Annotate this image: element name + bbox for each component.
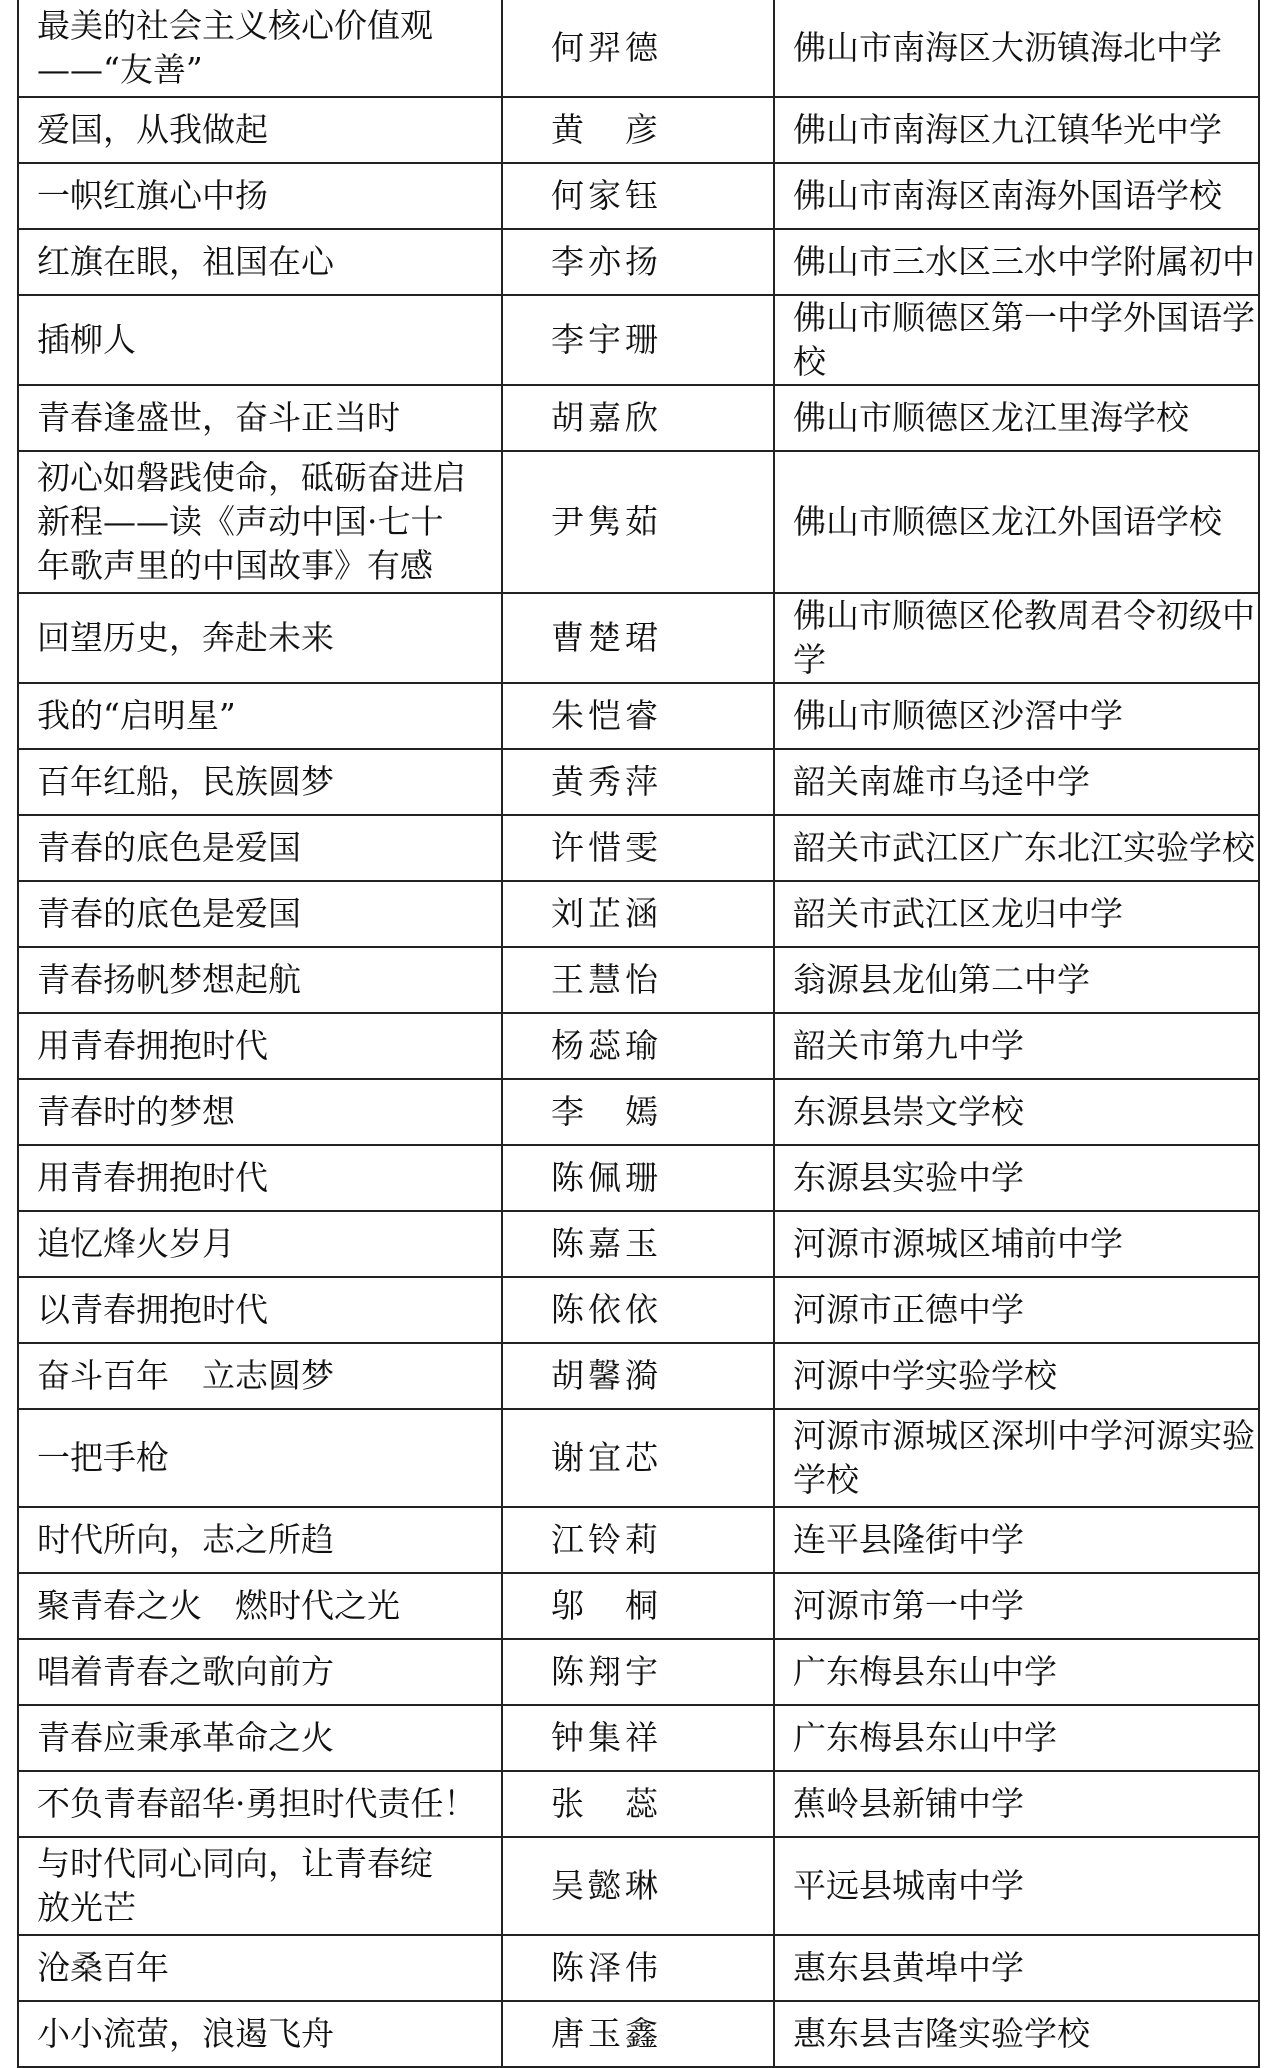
entry-title-cell: 插柳人 [18, 295, 502, 385]
entry-title-cell: 用青春拥抱时代 [18, 1013, 502, 1079]
author-name-cell: 陈佩珊 [502, 1145, 774, 1211]
entry-title-cell: 百年红船，民族圆梦 [18, 749, 502, 815]
author-name-cell: 邬 桐 [502, 1573, 774, 1639]
author-name-cell: 王慧怡 [502, 947, 774, 1013]
author-name-cell: 谢宜芯 [502, 1409, 774, 1507]
school-name-cell: 惠东县吉隆实验学校 [774, 2001, 1259, 2067]
author-name-cell: 朱恺睿 [502, 683, 774, 749]
entry-title-cell: 青春扬帆梦想起航 [18, 947, 502, 1013]
school-name-cell: 广东梅县东山中学 [774, 1639, 1259, 1705]
table-body [18, 0, 1259, 2067]
entry-title-cell: 奋斗百年 立志圆梦 [18, 1343, 502, 1409]
author-name-cell: 陈翔宇 [502, 1639, 774, 1705]
entry-title-cell: 不负青春韶华·勇担时代责任！ [18, 1771, 502, 1837]
table-row [18, 1639, 1259, 1705]
author-name-cell: 李 嫣 [502, 1079, 774, 1145]
table-row [18, 2001, 1259, 2067]
school-name-cell: 佛山市顺德区龙江里海学校 [774, 385, 1259, 451]
entry-title-cell: 青春的底色是爱国 [18, 815, 502, 881]
school-name-cell: 河源市第一中学 [774, 1573, 1259, 1639]
table-row [18, 1343, 1259, 1409]
table-row [18, 1935, 1259, 2001]
author-name-cell: 何羿德 [502, 0, 774, 97]
school-name-cell: 平远县城南中学 [774, 1837, 1259, 1935]
table-row [18, 815, 1259, 881]
author-name-cell: 吴懿琳 [502, 1837, 774, 1935]
school-name-cell: 佛山市顺德区沙滘中学 [774, 683, 1259, 749]
table-row [18, 1079, 1259, 1145]
table-row [18, 683, 1259, 749]
school-name-cell: 韶关市武江区龙归中学 [774, 881, 1259, 947]
author-name-cell: 钟集祥 [502, 1705, 774, 1771]
entry-title-cell: 红旗在眼，祖国在心 [18, 229, 502, 295]
author-name-cell: 李亦扬 [502, 229, 774, 295]
school-name-cell: 惠东县黄埠中学 [774, 1935, 1259, 2001]
entry-title-cell: 一把手枪 [18, 1409, 502, 1507]
school-name-cell: 河源中学实验学校 [774, 1343, 1259, 1409]
entry-title-cell: 青春应秉承革命之火 [18, 1705, 502, 1771]
school-name-cell: 佛山市南海区大沥镇海北中学 [774, 0, 1259, 97]
table-row [18, 295, 1259, 385]
school-name-cell: 佛山市南海区南海外国语学校 [774, 163, 1259, 229]
author-name-cell: 张 蕊 [502, 1771, 774, 1837]
author-name-cell: 唐玉鑫 [502, 2001, 774, 2067]
entry-title-cell: 青春时的梦想 [18, 1079, 502, 1145]
table-row [18, 1837, 1259, 1935]
table-row [18, 881, 1259, 947]
school-name-cell: 河源市源城区深圳中学河源实验 学校 [774, 1409, 1259, 1507]
school-name-cell: 广东梅县东山中学 [774, 1705, 1259, 1771]
school-name-cell: 河源市正德中学 [774, 1277, 1259, 1343]
table-row [18, 229, 1259, 295]
entry-title-cell: 我的“启明星” [18, 683, 502, 749]
entry-title-cell: 与时代同心同向，让青春绽 放光芒 [18, 1837, 502, 1935]
entry-title-cell: 以青春拥抱时代 [18, 1277, 502, 1343]
table-row [18, 1211, 1259, 1277]
school-name-cell: 佛山市三水区三水中学附属初中 [774, 229, 1259, 295]
table-row [18, 451, 1259, 593]
author-name-cell: 陈嘉玉 [502, 1211, 774, 1277]
table-row [18, 0, 1259, 97]
entry-title-cell: 爱国，从我做起 [18, 97, 502, 163]
author-name-cell: 何家钰 [502, 163, 774, 229]
entry-title-cell: 小小流萤，浪遏飞舟 [18, 2001, 502, 2067]
entry-title-cell: 青春逢盛世，奋斗正当时 [18, 385, 502, 451]
school-name-cell: 韶关南雄市乌迳中学 [774, 749, 1259, 815]
entry-title-cell: 青春的底色是爱国 [18, 881, 502, 947]
table-row [18, 1705, 1259, 1771]
school-name-cell: 佛山市顺德区伦教周君令初级中学 [774, 593, 1259, 683]
school-name-cell: 韶关市武江区广东北江实验学校 [774, 815, 1259, 881]
author-name-cell: 杨蕊瑜 [502, 1013, 774, 1079]
author-name-cell: 许惜雯 [502, 815, 774, 881]
author-name-cell: 陈依依 [502, 1277, 774, 1343]
school-name-cell: 韶关市第九中学 [774, 1013, 1259, 1079]
school-name-cell: 佛山市南海区九江镇华光中学 [774, 97, 1259, 163]
entry-title-cell: 追忆烽火岁月 [18, 1211, 502, 1277]
table-row [18, 1771, 1259, 1837]
table-row [18, 947, 1259, 1013]
entry-title-cell: 最美的社会主义核心价值观 ——“友善” [18, 0, 502, 97]
table-row [18, 97, 1259, 163]
entry-title-cell: 唱着青春之歌向前方 [18, 1639, 502, 1705]
author-name-cell: 李宇珊 [502, 295, 774, 385]
entry-title-cell: 回望历史，奔赴未来 [18, 593, 502, 683]
author-name-cell: 尹隽茹 [502, 451, 774, 593]
school-name-cell: 东源县崇文学校 [774, 1079, 1259, 1145]
author-name-cell: 陈泽伟 [502, 1935, 774, 2001]
table-row [18, 1507, 1259, 1573]
author-name-cell: 黄秀萍 [502, 749, 774, 815]
table-row [18, 749, 1259, 815]
author-name-cell: 胡馨漪 [502, 1343, 774, 1409]
entry-title-cell: 一帜红旗心中扬 [18, 163, 502, 229]
school-name-cell: 河源市源城区埔前中学 [774, 1211, 1259, 1277]
author-name-cell: 黄 彦 [502, 97, 774, 163]
award-list-table [17, 0, 1260, 2068]
table-row [18, 1409, 1259, 1507]
entry-title-cell: 初心如磐践使命，砥砺奋进启 新程——读《声动中国·七十 年歌声里的中国故事》有感 [18, 451, 502, 593]
entry-title-cell: 聚青春之火 燃时代之光 [18, 1573, 502, 1639]
entry-title-cell: 用青春拥抱时代 [18, 1145, 502, 1211]
table-row [18, 163, 1259, 229]
table-row [18, 593, 1259, 683]
table-row [18, 1573, 1259, 1639]
author-name-cell: 曹楚珺 [502, 593, 774, 683]
table-row [18, 1277, 1259, 1343]
author-name-cell: 胡嘉欣 [502, 385, 774, 451]
school-name-cell: 蕉岭县新铺中学 [774, 1771, 1259, 1837]
school-name-cell: 东源县实验中学 [774, 1145, 1259, 1211]
school-name-cell: 佛山市顺德区第一中学外国语学校 [774, 295, 1259, 385]
entry-title-cell: 沧桑百年 [18, 1935, 502, 2001]
table-row [18, 1145, 1259, 1211]
author-name-cell: 江铃莉 [502, 1507, 774, 1573]
author-name-cell: 刘芷涵 [502, 881, 774, 947]
table-row [18, 1013, 1259, 1079]
school-name-cell: 翁源县龙仙第二中学 [774, 947, 1259, 1013]
table-row [18, 385, 1259, 451]
entry-title-cell: 时代所向，志之所趋 [18, 1507, 502, 1573]
school-name-cell: 连平县隆街中学 [774, 1507, 1259, 1573]
school-name-cell: 佛山市顺德区龙江外国语学校 [774, 451, 1259, 593]
